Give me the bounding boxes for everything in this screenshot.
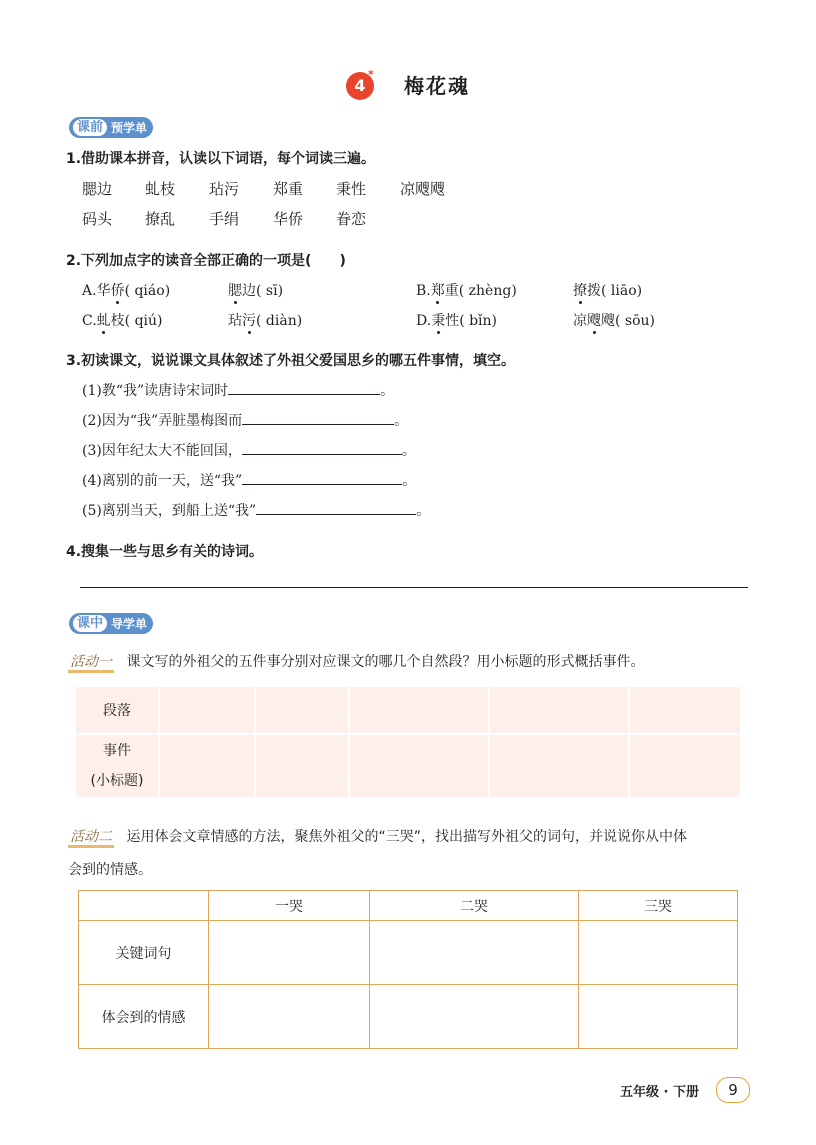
q2-option-c-1 (82, 310, 163, 330)
q3-blank-4[interactable] (242, 470, 402, 485)
q3-item-2-end: 。 (394, 413, 409, 429)
q1-word-11: 眷恋 (336, 210, 367, 228)
q3-item-2-text: (2)因为“我”弄脏墨梅图而 (82, 413, 243, 429)
question-2-prompt: 2.下列加点字的读音全部正确的一项是( ) (66, 253, 346, 269)
q4-answer-line[interactable] (80, 587, 748, 588)
q3-item-3-text: (3)因年纪太大不能回国， (82, 443, 242, 459)
lesson-star-mark: * (368, 68, 374, 81)
activity-1-text: 课文写的外祖父的五件事分别对应课文的哪几个自然段？用小标题的形式概括事件。 (126, 654, 645, 670)
q3-item-4-text: (4)离别的前一天，送“我” (82, 473, 243, 489)
table-cell[interactable] (579, 921, 738, 985)
q2-option-b-1-label: B. (416, 283, 431, 299)
q3-item-2 (82, 410, 408, 430)
table-row (79, 891, 738, 921)
q1-word-4: 郑重 (273, 180, 304, 198)
table-row (79, 921, 738, 985)
q2-option-d-1-dotted: 秉 (431, 313, 446, 329)
q3-item-5 (82, 500, 430, 520)
table-cell[interactable] (489, 686, 629, 734)
q2-option-b-1-dotted: 郑 (430, 283, 445, 299)
q2-option-c-2-text: 玷 (228, 313, 242, 329)
q2-option-c-2-dotted: 污 (242, 313, 256, 329)
table-cell[interactable] (209, 921, 370, 985)
q1-word-9: 手绢 (209, 210, 240, 228)
q2-option-d-1-text: 性 (445, 313, 460, 329)
table-row-label: 段落 (75, 686, 159, 734)
q3-blank-3[interactable] (242, 440, 402, 455)
table-header: 三哭 (579, 891, 738, 921)
table-row (79, 985, 738, 1049)
table-row (75, 686, 741, 734)
lesson-number-badge: 4 (346, 72, 374, 100)
q2-option-c-1-label: C. (82, 313, 97, 329)
q3-blank-2[interactable] (242, 410, 394, 425)
table-header-empty (79, 891, 209, 921)
q2-option-d-2-dotted: 飕 (587, 313, 601, 329)
table-cell[interactable] (370, 985, 579, 1049)
table-cell[interactable] (159, 686, 255, 734)
q1-word-10: 华侨 (273, 210, 304, 228)
activity-2-heading (68, 826, 687, 846)
q2-option-c-2-pinyin: ( diàn) (256, 313, 303, 329)
q2-option-a-2-pinyin: ( sī) (256, 283, 284, 299)
activity-2-text-1: 运用体会文章情感的方法，聚焦外祖父的“三哭”，找出描写外祖父的词句，并说说你从中体 (126, 829, 687, 845)
q3-item-1-end: 。 (380, 383, 395, 399)
q2-option-c-2 (228, 310, 302, 330)
q2-option-d-1 (416, 310, 497, 330)
q3-item-1-text: (1)教“我”读唐诗宋词时 (82, 383, 229, 399)
table-header: 二哭 (370, 891, 579, 921)
q3-item-4 (82, 470, 416, 490)
table-row-label-line-2: (小标题) (90, 773, 144, 789)
activity-1-tag: 活动一 (68, 654, 114, 673)
page-number: 9 (716, 1077, 750, 1103)
table-cell[interactable] (159, 734, 255, 798)
table-cell[interactable] (629, 686, 741, 734)
q2-option-d-2-text-2: 飕 (601, 313, 615, 329)
q2-option-d-2-pinyin: ( sōu) (615, 313, 656, 329)
question-4-prompt: 4.搜集一些与思乡有关的诗词。 (66, 544, 264, 560)
q2-option-d-1-label: D. (416, 313, 432, 329)
table-cell[interactable] (579, 985, 738, 1049)
q1-word-8: 撩乱 (145, 210, 176, 228)
q1-word-6: 凉飕飕 (400, 180, 446, 198)
q2-option-a-1-text: A.华 (82, 283, 111, 299)
table-row-label: 体会到的情感 (79, 985, 209, 1049)
table-row-label-line-1: 事件 (103, 743, 131, 759)
question-3-prompt: 3.初读课文，说说课文具体叙述了外祖父爱国思乡的哪五件事情，填空。 (66, 353, 516, 369)
q1-word-1: 腮边 (82, 180, 113, 198)
q3-item-5-text: (5)离别当天，到船上送“我” (82, 503, 257, 519)
q2-option-b-2-dotted: 撩 (573, 283, 587, 299)
table-row (75, 734, 741, 798)
q3-item-3-end: 。 (401, 443, 416, 459)
q2-option-b-2-pinyin: ( liāo) (601, 283, 643, 299)
section2-label-main: 课中 (73, 615, 107, 632)
page-title: 梅花魂 (404, 74, 470, 98)
q3-item-1 (82, 380, 394, 400)
q2-option-c-1-pinyin: ( qiú) (124, 313, 163, 329)
section-label-instudy (69, 613, 153, 634)
q3-blank-1[interactable] (228, 380, 380, 395)
q1-word-7: 码头 (82, 210, 113, 228)
q2-option-c-1-text: 枝 (110, 313, 125, 329)
activity-1-heading (68, 651, 644, 671)
q2-option-a-1 (82, 280, 170, 300)
section-label-main: 课前 (73, 119, 107, 136)
table-cell[interactable] (349, 734, 489, 798)
activity-2-table (78, 890, 738, 1049)
q3-item-4-end: 。 (402, 473, 417, 489)
q1-word-2: 虬枝 (145, 180, 176, 198)
table-cell[interactable] (255, 686, 349, 734)
section2-label-sub: 导学单 (111, 617, 148, 631)
q2-option-a-2-dotted: 腮 (228, 283, 242, 299)
table-cell[interactable] (209, 985, 370, 1049)
table-cell[interactable] (349, 686, 489, 734)
q2-option-d-2-text: 凉 (573, 313, 587, 329)
q2-option-a-1-pinyin: ( qiáo) (124, 283, 171, 299)
activity-2-text-2: 会到的情感。 (68, 862, 152, 878)
activity-1-table (74, 685, 742, 799)
question-1-prompt: 1.借助课本拼音，认读以下词语，每个词读三遍。 (66, 151, 376, 167)
section-label-sub: 预学单 (111, 121, 148, 135)
q2-option-d-1-pinyin: ( bǐn) (459, 313, 498, 329)
q2-option-a-2 (228, 280, 283, 300)
table-cell[interactable] (629, 734, 741, 798)
q2-option-a-1-dotted: 侨 (110, 283, 125, 299)
q1-word-3: 玷污 (209, 180, 240, 198)
q2-option-b-1 (416, 280, 517, 300)
q2-option-c-1-dotted: 虬 (96, 313, 111, 329)
footer-grade: 五年级 · 下册 (620, 1085, 699, 1100)
q2-option-b-2-text: 拨 (587, 283, 601, 299)
q1-word-5: 秉性 (336, 180, 367, 198)
q3-item-5-end: 。 (416, 503, 431, 519)
activity-2-tag: 活动二 (68, 829, 114, 848)
q3-blank-5[interactable] (256, 500, 416, 515)
q2-option-a-2-text: 边 (242, 283, 256, 299)
table-cell[interactable] (255, 734, 349, 798)
table-row-label (75, 734, 159, 798)
q2-option-b-2 (573, 280, 642, 300)
q2-option-b-1-text: 重 (444, 283, 459, 299)
q2-option-b-1-pinyin: ( zhèng) (458, 283, 517, 299)
q3-item-3 (82, 440, 416, 460)
table-cell[interactable] (370, 921, 579, 985)
section-label-prestudy (69, 117, 153, 138)
table-header: 一哭 (209, 891, 370, 921)
q2-option-d-2 (573, 310, 655, 330)
table-cell[interactable] (489, 734, 629, 798)
table-row-label: 关键词句 (79, 921, 209, 985)
